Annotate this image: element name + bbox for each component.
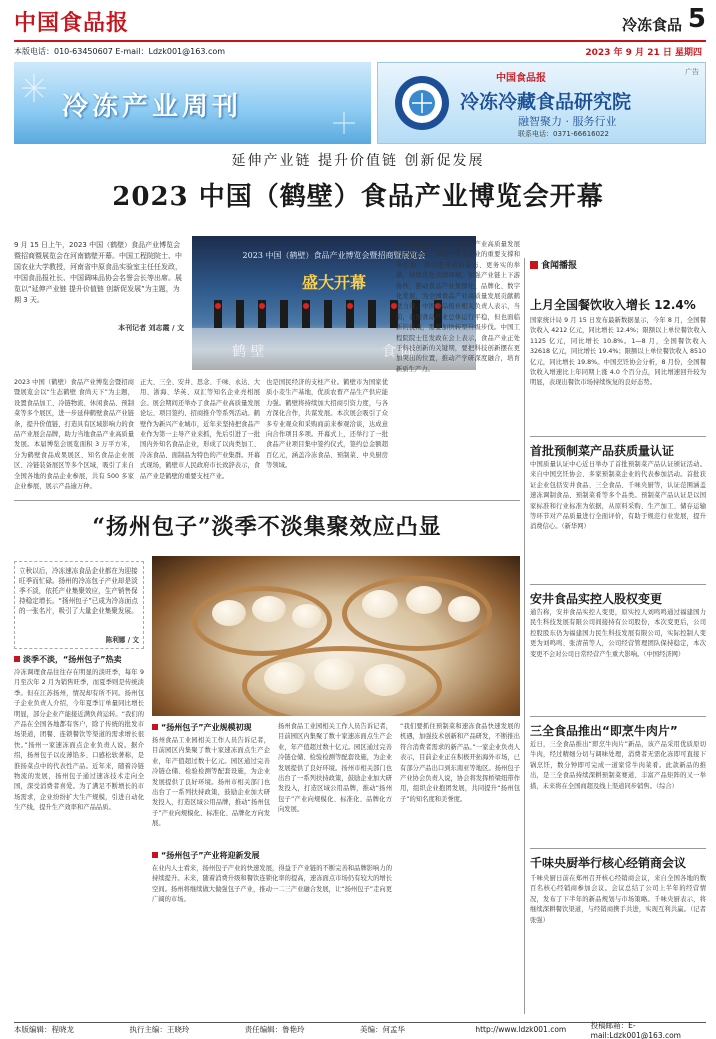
lead-summary [14,240,184,334]
second-column-2b: 扬州食品工业园相关工作人员告诉记者，目前园区内集聚了数十家速冻面点生产企业，年产值超过数十亿元。园区通过完善冷链仓储、检验检测等配套设施，为企业发展提供了良好环境。扬州市相关部门也出台了一系列扶持政策，鼓励企业加大研发投入，打造区域公用品牌，推动“扬州包子”产业向规模化、标准化、品牌化方向发展。 [278,723,392,814]
section-divider [14,500,520,501]
institute-contact: 联系电话：0371-66616022 [518,130,609,138]
lead-byline: 本刊记者 刘志霞 / 文 [118,324,184,332]
institute-emblem-icon [392,73,452,133]
bun [406,586,442,614]
second-intro-text: 立秋以后，冷冻速冻食品企业都在为迎接旺季而忙碌。扬州的冷冻包子产业却是淡季不淡，依托产业集聚效应，生产销售保持稳定增长。“扬州包子”已成为冷冻面点的一张名片，吸引了大量企业集聚发展。 [19,567,138,615]
ad-brand: 中国食品报 [496,73,546,84]
second-column-4: “我们要抓住预制菜和速冻食品快速发展的机遇，加强技术创新和产品研发，不断推出符合消费者需求的新产品。”一家企业负责人表示，目前企业正在积极开拓海外市场，已有部分产品出口到东南亚等地区。扬州包子产业协会负责人说，协会将发挥桥梁纽带作用，组织企业抱团发展，共同提升“扬州包子”的知名度和美誉度。 [400,723,520,803]
lead-column-2: 正大、三全、安井、思念、千味、永达、大用、浙海、华英、双汇等知名企业亮相展会。展会期间还举办了食品产业高质量发展论坛、项目签约、招商推介等系列活动。鹤壁作为新兴产业城市，近年来坚持把食品产业作为第一主导产业来抓，先后引进了一批国内外知名食品企业，形成了以肉类加工、冷冻食品、面制品为特色的产业集群。开幕式现场，鹤壁市人民政府市长致辞表示，食品产业是鹤壁的重要支柱产业。 [140,379,260,480]
footer-website[interactable]: http://www.ldzk001.com [475,1025,567,1034]
brief-body-1: 国家统计局 9 月 15 日发布最新数据显示，今年 8 月，全国餐饮收入 4212 亿元，同比增长 12.4%；限额以上单位餐饮收入 1125 亿元，同比增长 10.8%。1—8 月，全国餐饮收入 32618 亿元，同比增长 19.4%；限额以上单位餐饮收入 8510 亿元，同比增长 19.8%。中国烹饪协会分析，8 月份，全国餐饮收入增速比上年同期上涨 4.0 个百分点，同比增速回升较为明显，表现出餐饮市场持续恢复的良好态势。 [530,317,706,387]
brief-body-2: 中国质量认证中心近日举办了首批预制菜产品认证颁证活动。来自中国烹饪协会、多家预制菜企业的代表参加活动。首批获证企业包括安井食品、三全食品、千味央厨等，认证范围涵盖速冻调制食品、预制菜肴等多个品类。预制菜产品认证是以国家标准和行业标准为依据，从原料采购、生产加工、储存运输等环节对产品质量进行全面评价，有助于规范行业发展，提升消费信心。（新华网） [530,461,706,531]
lead-column-1: 2023 中国（鹤壁）食品产业博览会暨招商暨展览会以“生态鹤壁 食尚天下”为主题，设置食品加工、冷链物流、休闲食品、预制菜等多个展区，进一步延伸鹤壁食品产业链条，提升价值链，打造具有区域影响力的食品产业展会品牌，助力当地食品产业高质量发展。本届博览会展览面积 3 万平方米，分为鹤壁食品成果展区、知名食品企业展区、冷链装备展区等多个区域，吸引了来自全国各地的食品企业参展，共有 500 多家企业参展，展示产品逾万种。 [14,379,134,491]
lead-headline: 2023 中国（鹤壁）食品产业博览会开幕 [112,182,604,212]
footer-editor: 本版编辑：程晓龙 [14,1025,74,1034]
footer-email[interactable]: 投稿邮箱：E-mail:Ldzk001@163.com [590,1020,681,1039]
ad-label: 广告 [685,68,699,76]
column-rule [524,258,525,1014]
brief-headline-2: 首批预制菜产品获质量认证 [530,444,675,458]
institute-name: 冷冻冷藏食品研究院 [460,91,632,113]
lead-summary-text: 9 月 15 日上午，2023 中国（鹤壁）食品产业博览会暨招商暨展览会在河南鹤壁开幕。中国工程院院士、中国农业大学教授，河南省中原食品实验室主任任发政，中国食品报社长、中国调味品协会名誉会长等出席。展览以“延伸产业链 提升价值链 创新促发展”为主题，为期 3 天。 [14,241,182,304]
brief-headline-1: 上月全国餐饮收入增长 12.4% [530,298,696,312]
section-name: 冷冻食品 [621,16,682,34]
bun [264,662,306,694]
bun [364,664,406,696]
brief-divider [530,848,706,849]
lead-kicker: 延伸产业链 提升价值链 创新促发展 [231,153,485,169]
institute-ad [377,62,706,144]
second-subhead-3: “扬州包子”产业将迎新发展 [152,850,260,861]
brief-divider [530,716,706,717]
contact-info: 本版电话：010-63450607 E-mail：Ldzk001@163.com [14,46,226,56]
brief-headline-3: 安井食品实控人股权变更 [530,592,663,606]
lead-column-4: 给本次的展览，是实现食品产业高质量发展的必由之路。食品产业是企业的重要支撑和牵引地，将以更开放的姿态、更务实的举措，持续优化营商环境，加强产业链上下游协作，推动食品产业集群化、品牌化、数字化发展，为全国食品产业高质量发展贡献鹤壁力量。中国食品报社相关负责人表示，当前，我国食品产业总体运行平稳，但也面临新的挑战，需要加快转型升级步伐。中国工程院院士任发政在会上表示，食品产业正处于科技创新的关键期，要把科技创新摆在更加突出的位置，推动产学研深度融合，培育新质生产力。 [396,241,520,373]
bun [292,604,322,628]
second-subhead-1: 淡季不淡，“扬州包子”热卖 [14,654,122,665]
photo-caption: 2023 中国（鹤壁）食品产业博览会暨招商暨展览会 [242,251,426,260]
brief-divider [530,436,706,437]
second-subhead-2: “扬州包子”产业规模初现 [152,722,252,733]
weekly-title: 冷冻产业周刊 [62,92,243,122]
second-column-2: 扬州食品工业园相关工作人员告诉记者，目前园区内集聚了数十家速冻面点生产企业，年产值超过数十亿元。园区通过完善冷链仓储、检验检测等配套设施，为企业发展提供了良好环境。扬州市相关部门也出台了一系列扶持政策，鼓励企业加大研发投入，打造区域公用品牌，推动“扬州包子”产业向规模化、标准化、品牌化方向发展。 [152,737,270,828]
bun [448,596,480,622]
brief-body-3: 通告称，安井食品实控人变更，原实控人刘鸣鸣通过福建国力民生科技发展有限公司间接持有公司股份，本次变更后，公司控股股东仍为福建国力民生科技发展有限公司，实际控制人变更为刘鸣鸣、张清苗等人，公司经营管理团队保持稳定，本次变更不会对公司日常经营产生重大影响。（中国经济网） [530,609,706,658]
newspaper-logo: 中国食品报 [14,10,130,36]
weekly-banner [14,62,371,144]
news-brief-tag: 食闻播报 [530,258,577,271]
brief-divider [530,584,706,585]
institute-slogan: 融智聚力 · 服务行业 [518,115,617,128]
brief-body-5: 千味央厨日前在郑州召开核心经销商会议，来自全国各地的数百名核心经销商参加会议。会议总结了公司上半年的经营情况，发布了下半年的新品规划与市场策略。千味央厨表示，将继续深耕餐饮渠道，与经销商携手共进，实现互利共赢。（记者 张强） [530,875,706,924]
steamed-buns-photo [152,556,520,716]
svg-text:鹤 壁: 鹤 壁 [232,344,265,360]
bun [362,590,398,618]
footer-designer: 美编：何孟华 [359,1025,405,1034]
info-bar [14,40,706,60]
bun [314,658,356,690]
footer-exec-editor: 执行主编：王晓玲 [129,1025,190,1034]
bun [212,600,246,626]
second-column-1: 冷冻调理食品往往存在明显的淡旺季，每年 9 月至次年 2 月为销售旺季，而夏季则是传统淡季。但在江苏扬州，情况却有所不同。扬州包子企业负责人介绍，今年夏季订单量同比增长明显，部分企业产能接近满负荷运转。“我们的产品在全国各地都有客户，除了传统的批发市场渠道，团餐、连锁餐饮等渠道的需求增长很快。”扬州一家速冻面点企业负责人说。据介绍，扬州包子以皮薄馅多、口感松软著称，是淮扬菜点中的代表性产品。近年来，随着冷链物流的发展，扬州包子通过速冻技术走向全国，深受消费者喜爱。为了满足不断增长的市场需求，企业纷纷扩大生产规模，引进自动化生产线，提升生产效率和产品品质。 [14,669,144,812]
footer-resp-editor: 责任编辑：鲁艳玲 [244,1025,305,1034]
brief-body-4: 近日，三全食品推出“即烹牛肉片”新品，该产品采用优质原切牛肉，经过精细分切与调味处理，消费者无需化冻即可直接下锅烹饪，数分钟即可完成一道家常牛肉菜肴。此款新品的推出，是三全食品持续深耕预制菜赛道、丰富产品矩阵的又一举措，未来将在全国商超及线上渠道同步销售。（综合） [530,741,706,790]
page-number: 5 [687,4,706,34]
issue-date: 2023 年 9 月 21 日 星期四 [585,48,702,58]
second-headline: “扬州包子”淡季不淡集聚效应凸显 [92,514,442,540]
page-footer [14,1020,706,1039]
second-intro [14,561,144,649]
lead-column-3: 也是国民经济的支柱产业。鹤壁市为国家优质小麦生产基地，优质农畜产品生产供应能力强。鹤壁将持续加大招商引资力度，与各方深化合作，共谋发展。本次展会吸引了众多专业观众和采购商前来参观洽谈，达成意向合作项目多项。开幕式上，还举行了一批食品产业项目集中签约仪式，签约总金额超百亿元，涵盖冷冻食品、预制菜、中央厨房等领域。 [266,379,388,470]
brief-headline-5: 千味央厨举行核心经销商会议 [530,856,687,870]
svg-text:食 尚: 食 尚 [382,344,415,360]
bun [252,596,286,622]
photo-banner-text: 盛大开幕 [301,273,366,292]
second-column-3: 在业内人士看来，扬州包子产业的快速发展，得益于产业链的不断完善和品牌影响力的持续提升。未来，随着消费升级和餐饮连锁化率的提高，速冻面点市场仍有较大的增长空间。扬州将继续做大做强包子产业，推动一二三产业融合发展，让“扬州包子”走向更广阔的市场。 [152,865,392,904]
brief-headline-4: 三全食品推出“即烹牛肉片” [530,724,678,738]
second-byline: 陈利娜 / 文 [105,636,139,644]
